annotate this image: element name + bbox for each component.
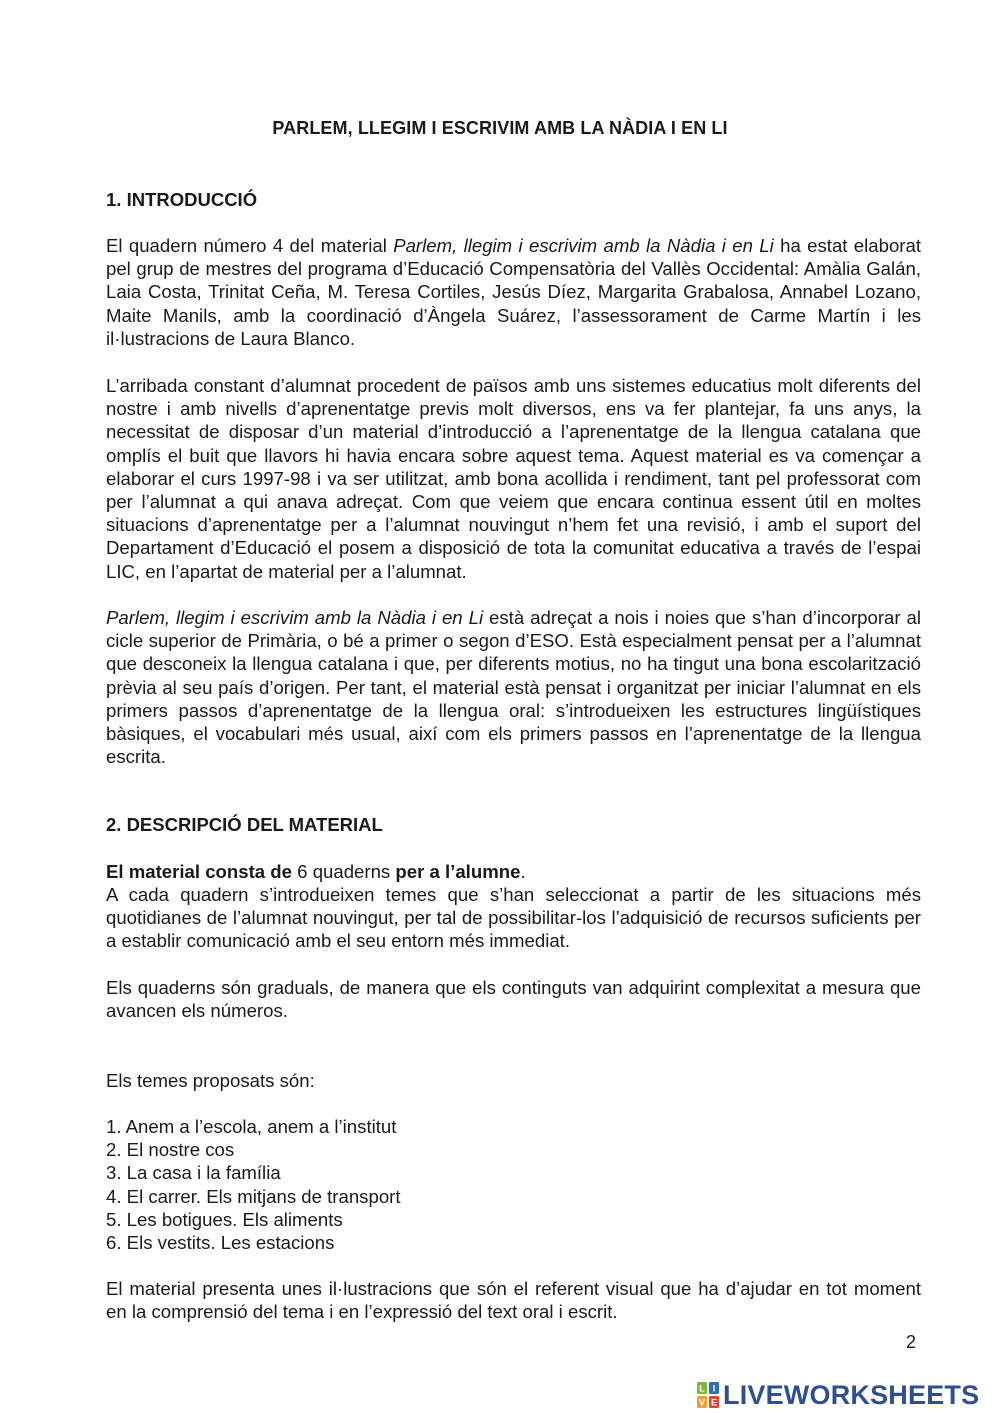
intro-p1-title: Parlem, llegim i escrivim amb la Nàdia i en Li <box>393 235 774 256</box>
liveworksheets-watermark <box>697 1378 979 1412</box>
intro-p3-post: està adreçat a nois i noies que s’han d’incorporar al cicle superior de Primària, o bé a primer o segon d’ESO. Està especialment pensat per a l’alumnat que desconeix la llengua catalana i que, per diferents motius, no ha tingut una bona escolarització prèvia al seu país d’origen. Per tant, el material està pensat i organitzat per iniciar l’alumnat en els primers passos d’aprenentatge de la llengua oral: s’introdueixen les estructures lingüístiques bàsiques, el vocabulari més usual, així com els primers passos en l’aprenentatge de la llengua escrita. <box>106 607 921 768</box>
theme-item: 4. El carrer. Els mitjans de transport <box>106 1185 401 1207</box>
theme-item: 1. Anem a l’escola, anem a l’institut <box>106 1116 397 1137</box>
theme-item: 2. El nostre cos <box>106 1139 235 1161</box>
theme-item: 6. Els vestits. Les estacions <box>106 1232 335 1254</box>
theme-item: 3. La casa i la família <box>106 1162 281 1184</box>
consta-normal: 6 quaderns <box>292 861 396 882</box>
consta-bold-1: El material consta de <box>106 861 293 882</box>
material-consta-line <box>106 860 526 883</box>
intro-paragraph-2: L’arribada constant d’alumnat procedent de països amb uns sistemes educatius molt diferents del nostre i amb nivells d’aprenentatge previs molt diversos, ens va fer plantejar, fa uns anys, la necessitat de disposar d’un material d’introducció a l’aprenentatge de la llengua catalana que omplís el buit que llavors hi havia encara sobre aquest tema. Aquest material es va començar a elaborar el curs 1997-98 i va ser utilitzat, amb bona acollida i rendiment, tant pel professorat com per l’alumnat a qui anava adreçat. Com que veiem que encara continua essent útil en moltes situacions d’aprenentatge per a l’alumnat nouvingut n’hem fet una revisió, i amb el suport del Departament d’Educació el posem a disposició de tota la comunitat educativa a través de l’espai LIC, en l’apartat de material per a l’alumnat. <box>106 375 921 582</box>
page-number: 2 <box>906 1332 917 1352</box>
intro-p1-post: ha estat elaborat pel grup de mestres del programa d’Educació Compensatòria del Vallès Occidental: Amàlia Galán, Laia Costa, Trinitat Ceña, M. Teresa Cortiles, Jesús Díez, Margarita Grabalosa, Annabel Lozano, Maite Manils, amb la coordinació d’Àngela Suárez, l’assessorament de Carme Martín i les il·lustracions de Laura Blanco. <box>106 235 921 349</box>
section-heading-descripcio: 2. DESCRIPCIÓ DEL MATERIAL <box>106 814 383 835</box>
consta-bold-2: per a l’alumne <box>395 861 521 882</box>
themes-intro: Els temes proposats són: <box>106 1070 315 1091</box>
logo-letter-i: I <box>712 1383 716 1394</box>
logo-letter-e: E <box>710 1397 718 1408</box>
intro-p1-pre: El quadern número 4 del material <box>106 235 394 256</box>
description-paragraph-2: Els quaderns són graduals, de manera que els continguts van adquirint complexitat a mesura que avancen els números. <box>106 977 921 1022</box>
intro-paragraph-1 <box>106 234 921 350</box>
consta-end: . <box>520 861 526 882</box>
logo-letter-l: L <box>699 1383 705 1394</box>
section-heading-introduccio: 1. INTRODUCCIÓ <box>106 189 258 210</box>
themes-list <box>106 1115 401 1254</box>
liveworksheets-logo-icon <box>697 1382 719 1408</box>
logo-letter-v: V <box>698 1397 706 1408</box>
liveworksheets-wordmark: LIVEWORKSHEETS <box>723 1379 980 1410</box>
intro-paragraph-3 <box>106 606 921 768</box>
description-paragraph-3: El material presenta unes il·lustracions que són el referent visual que ha d’ajudar en tot moment en la comprensió del tema i en l’expressió del text oral i escrit. <box>106 1278 921 1323</box>
description-paragraph-1: A cada quadern s’introdueixen temes que s’han seleccionat a partir de les situacions més quotidianes de l’alumnat nouvingut, per tal de possibilitar-los l’adquisició de recursos suficients per a establir comunicació amb el seu entorn més immediat. <box>106 884 921 952</box>
intro-p3-title: Parlem, llegim i escrivim amb la Nàdia i en Li <box>106 607 484 628</box>
theme-item: 5. Les botigues. Els aliments <box>106 1208 343 1230</box>
document-title: PARLEM, LLEGIM I ESCRIVIM AMB LA NÀDIA I EN LI <box>272 118 728 138</box>
